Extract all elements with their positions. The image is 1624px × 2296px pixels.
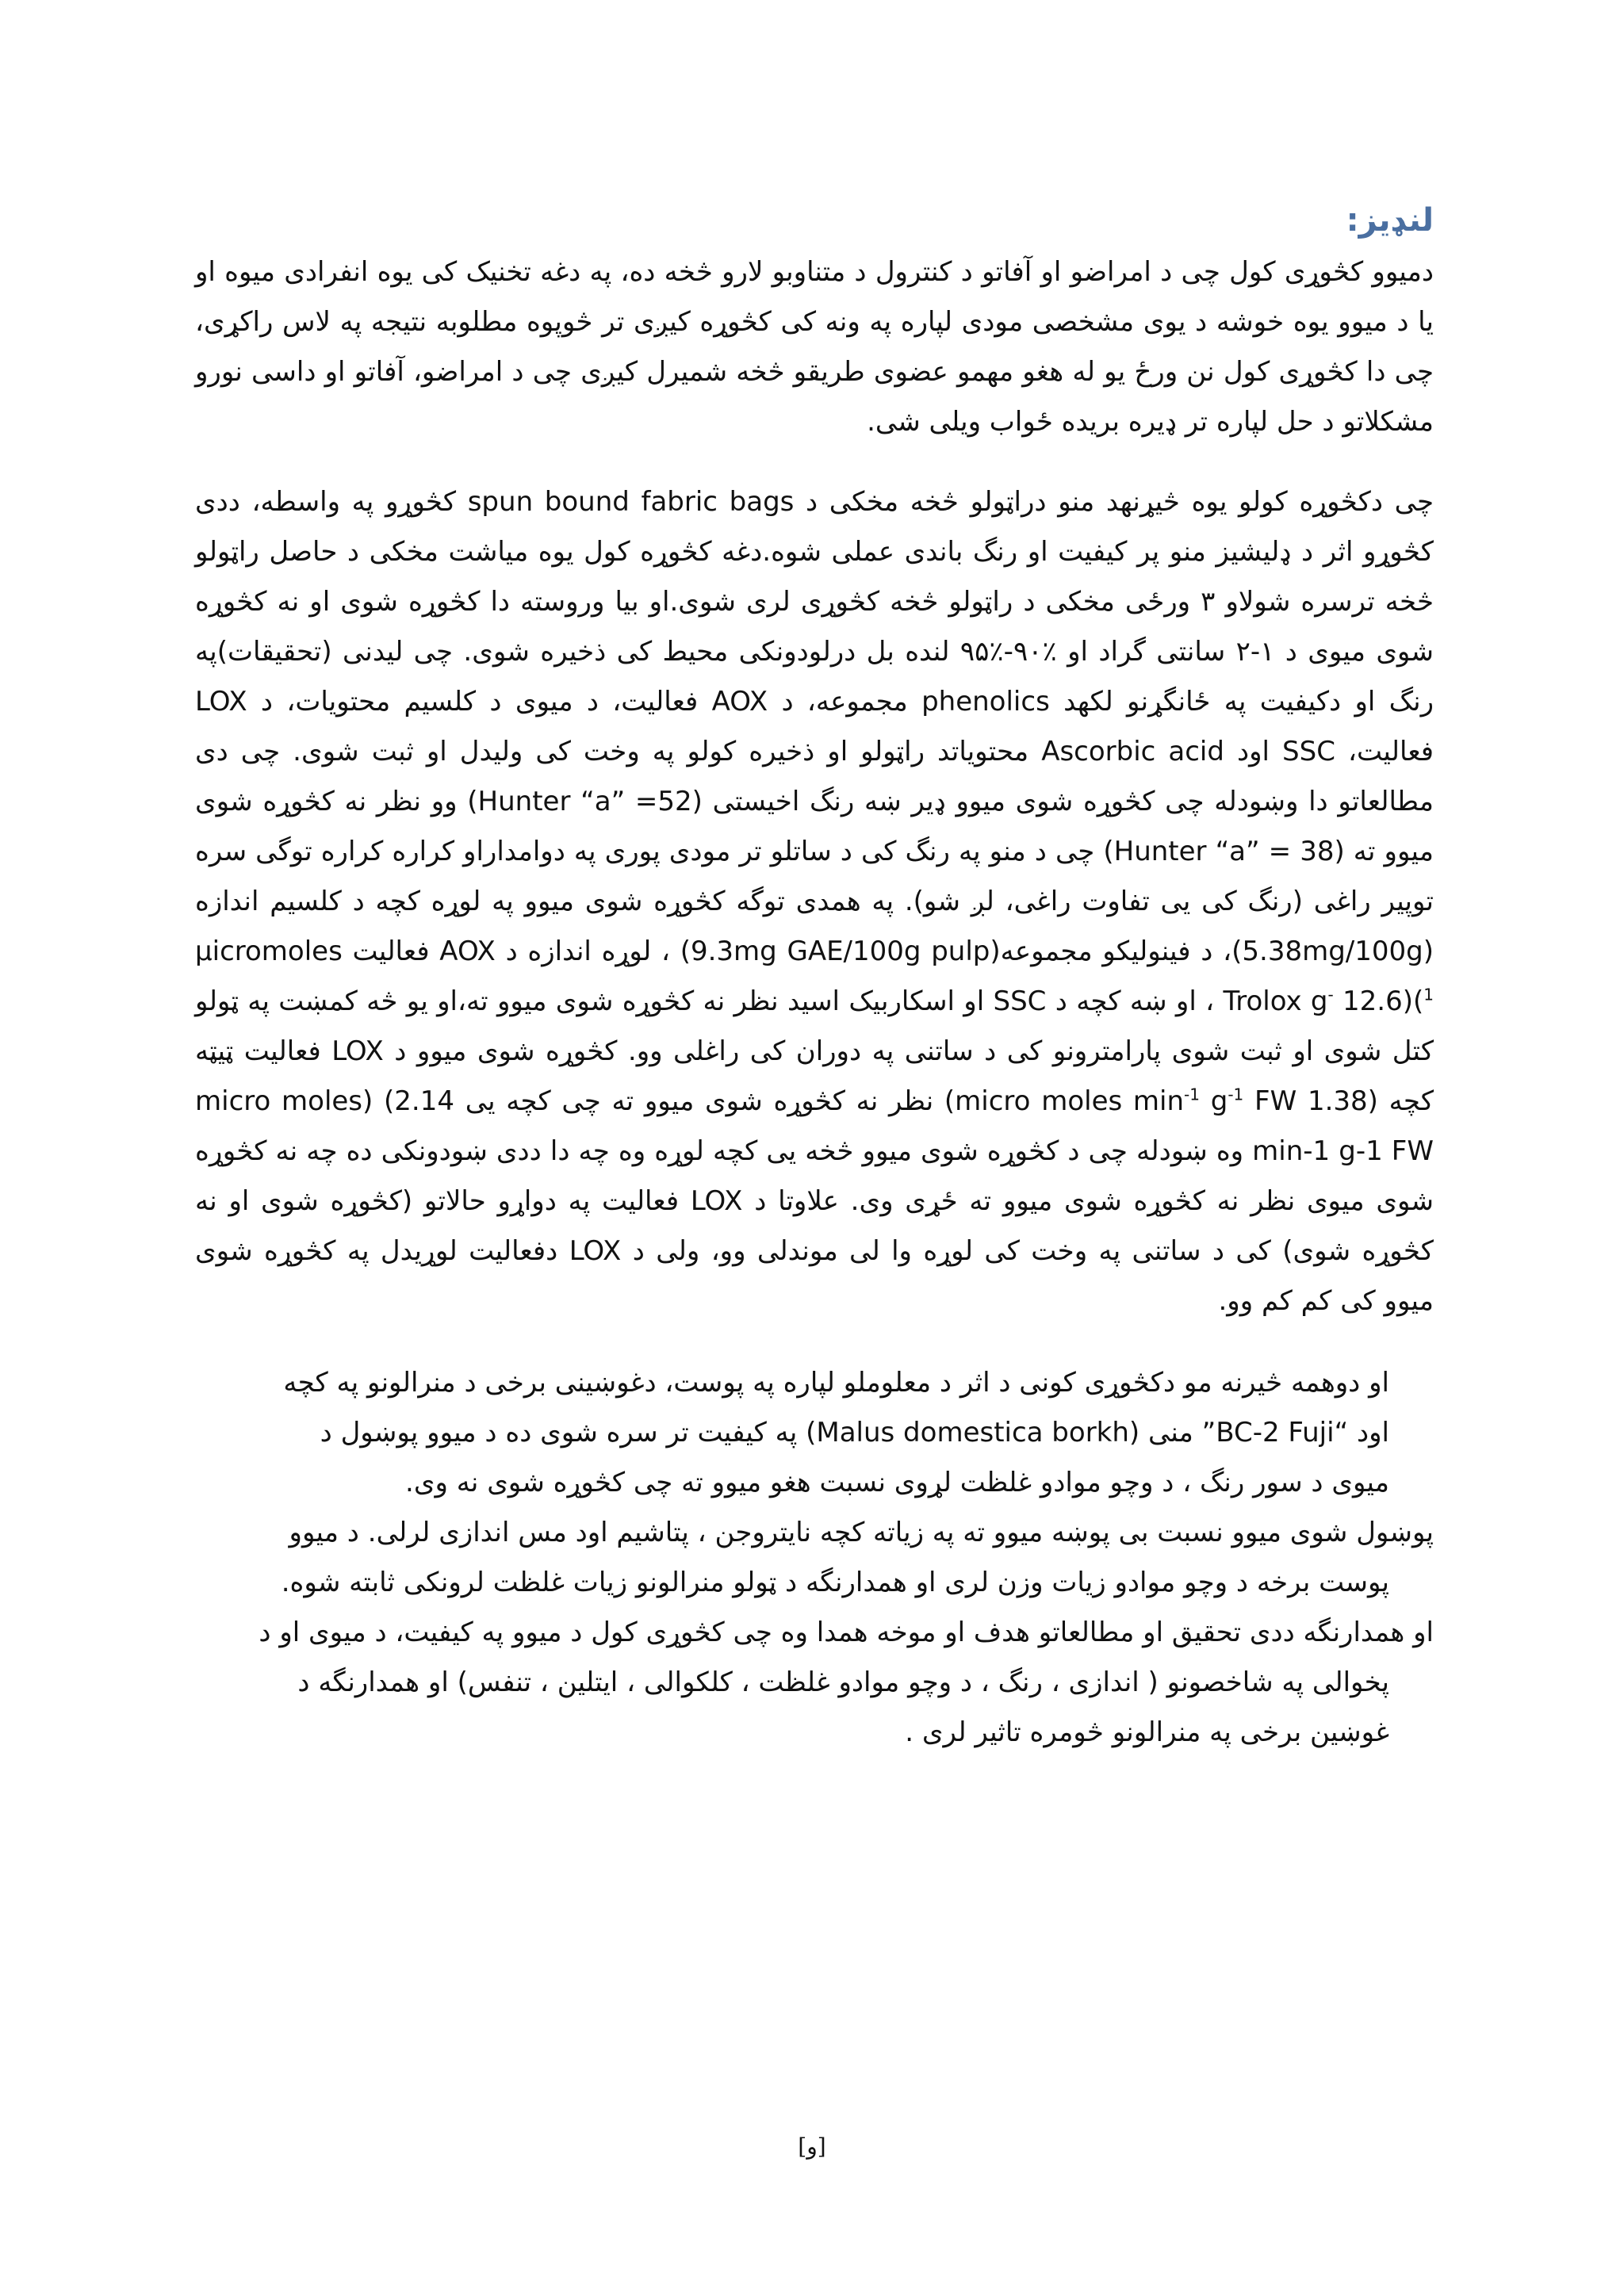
paragraph-2-line: چی دکڅوړه کولو یوه څیړنهد منو دراټولو څخه مخکی د spun bound fabric bags کڅوړو په <box>351 486 1434 518</box>
page-number: [و] <box>798 2133 826 2160</box>
paragraph-2-line: فینولیکو مجموعه(9.3mg GAE/100g pulp) ، لوړه اندازه د AOX فعالیت <box>352 936 1191 967</box>
paragraph-2-line: ، او ښه کچه د SSC او اسکاربیک اسید نظر نه کڅوړه شوی میوو ته،او یو څه کمښت په ټولو <box>195 985 1215 1017</box>
paragraph-2-line: دا کڅوړه شوی او نه کڅوړه شوی میوی د ۱-۲ سانتی گراد او ٪۹۰-٪۹۵ لنده بل درلودونکی محیط کی <box>195 586 1434 668</box>
paragraph-3-line: او دوهمه څیرنه مو دکڅوړی کونی د اثر د معلوملو لپاره په پوست، دغوښینی برخی د منرالونو په کچه <box>283 1367 1389 1399</box>
paragraph-1: دمیوو کڅوړی کول چی د امراضو او آفاتو د کنترول د متناوبو لارو څخه ده، په دغه تخنیک کی یوه انفرادی میوه او یا د میوو یوه خوشه د یوی مشخصی مودی لپاره په ونه کی کڅوړه کیږی تر څوپوه مطلوبه نتیجه په لاس راکړی، چی دا کڅوړی کول نن ورځ یو له هغو مهمو عضوی طریقو څخه شمیرل کیږی چی د امراضو، آفاتو او داسی نورو مشکلاتو د حل لپاره تر ډیره بریده ځواب ویلی شی. <box>195 256 1434 438</box>
paragraph-2-line: کتل شوی او ثبت شوی پارامترونو کی د ساتنی په دوران کی راغلی وو. کڅوړه شوی میوو د LOX فعالیت <box>243 1035 1434 1067</box>
paragraph-2-line: راغی، لږ شو). په همدی توگه کڅوړه شوی میوو په لوړه کچه د کلسیم اندازه (5.38mg/100g)، د <box>195 886 1434 967</box>
lox-text-b: g <box>1200 1085 1228 1117</box>
trolox-value-text: 12.6)( <box>1342 985 1424 1017</box>
paragraph-2 <box>195 477 1434 1326</box>
paragraph-2-line: LOX دفعالیت لوړیدل په کڅوړه شوی میوو کی کم کم وو. <box>195 1235 1434 1317</box>
trolox-text: µicromoles Trolox g <box>195 936 1328 1017</box>
summary-heading: لنډيز: <box>1346 202 1434 239</box>
paragraph-2-line: اخیستی (Hunter “a” =52) وو نظر نه کڅوړه شوی میوو ته (Hunter “a” = 38) چی د منو په <box>195 786 1434 867</box>
superscript: -1 <box>1228 1085 1244 1104</box>
superscript: - <box>1327 985 1334 1004</box>
superscript: -1 <box>1184 1085 1200 1104</box>
trolox-value <box>1342 985 1434 1017</box>
paragraph-2-line: (micro moles min-1 g-1 FW وه ښودله چی د کڅوړه شوی میوو څخه یی کچه لوړه وه چه دا ددی <box>195 1085 1434 1167</box>
paragraph-3-line: پوست برخه د وچو موادو زیات وزن لری او همدارنگه د ټولو منرالونو زیات غلظت لرونکی ثابته شوه. <box>281 1567 1389 1598</box>
document-body <box>195 197 1434 1758</box>
paragraph-2-line: فعالیت، د میوی د کلسیم محتویات، د LOX فعالیت، SSC اود Ascorbic acid محتویاتد راټولو او ذخیره <box>195 686 1434 767</box>
paragraph-3-line: غوښین برخی په منرالونو څومره تاثیر لری . <box>905 1716 1389 1748</box>
lox-text-a: ټیټه کچه (1.38 micro moles min <box>195 1035 1434 1117</box>
paragraph-3-line: او همدارنگه ددی تحقیق او مطالعاتو هدف او موخه همدا وه چی کڅوړی کول د میوو په کیفیت، د میوی او د <box>259 1617 1434 1648</box>
paragraph-3-line: پخوالی په شاخصونو ( اندازی ، رنگ ، د وچو موادو غلظت ، کلکوالی ، ایتلین ، تنفس) او همدارنگه د <box>297 1667 1389 1698</box>
paragraph-2-line: مخکی د حاصل راټولو څخه ترسره شولاو ۳ ورځی مخکی د راټولو څخه کڅوړی لری شوی.او بیا وروسته <box>195 536 1434 618</box>
paragraph-3 <box>195 1358 1434 1758</box>
paragraph-3-line: اود “BC-2 Fuji” منی (Malus domestica borkh) په کیفیت تر سره شوی ده د میوو پوښول د <box>320 1417 1389 1448</box>
paragraph-2-line: رنگ کی د ساتلو تر مودی پوری په دوامداراو کراره کراره توگی سره توپیر راغی (رنگ کی یی تفاوت <box>195 836 1434 917</box>
paragraph-3-line: پوښول شوی میوو نسبت بی پوښه میوو ته په زیاته کچه نایتروجن ، پتاشیم اود مس اندازی لرلی. د میوو <box>289 1517 1434 1548</box>
paragraph-2-line: واسطه، ددی کڅوړو اثر د ډلیشیز منو پر کیفیت او رنگ باندی عملی شوه.دغه کڅوړه کول یوه میاشت <box>195 486 1434 568</box>
paragraph-3-line: میوی د سور رنگ ، د وچو موادو غلظت لړوی نسبت هغو میوو ته چی کڅوړه شوی نه وی. <box>405 1467 1389 1498</box>
footnote-ref: 1 <box>1423 985 1434 1004</box>
paragraph-2-line: ذخیره شوی. چی لیدنی (تحقیقات)په رنگ او دکیفیت په ځانگړنو لکهد phenolics مجموعه، د AOX <box>195 636 1434 718</box>
lox-text-c: FW) نظر نه کڅوړه شوی میوو ته چی کچه یی 2.14) <box>384 1085 1297 1117</box>
paragraph-2-line: ښودونکی ده چه نه کڅوړه شوی میوی نظر نه کڅوړه شوی میوو ته ځړی وی. علاوتا د LOX فعالیت په <box>195 1135 1434 1217</box>
paragraph-2-line: کولو په وخت کی ولیدل او ثبت شوی. چی دی مطالعاتو دا وښودله چی کڅوړه شوی میوو ډیر ښه رنگ <box>195 736 1434 817</box>
paragraph-2-line: دواړو حالاتو (کڅوړه شوی او نه کڅوړه شوی) کی د ساتنی په وخت کی لوړه وا لی موندلی وو، ولی د <box>195 1185 1434 1267</box>
